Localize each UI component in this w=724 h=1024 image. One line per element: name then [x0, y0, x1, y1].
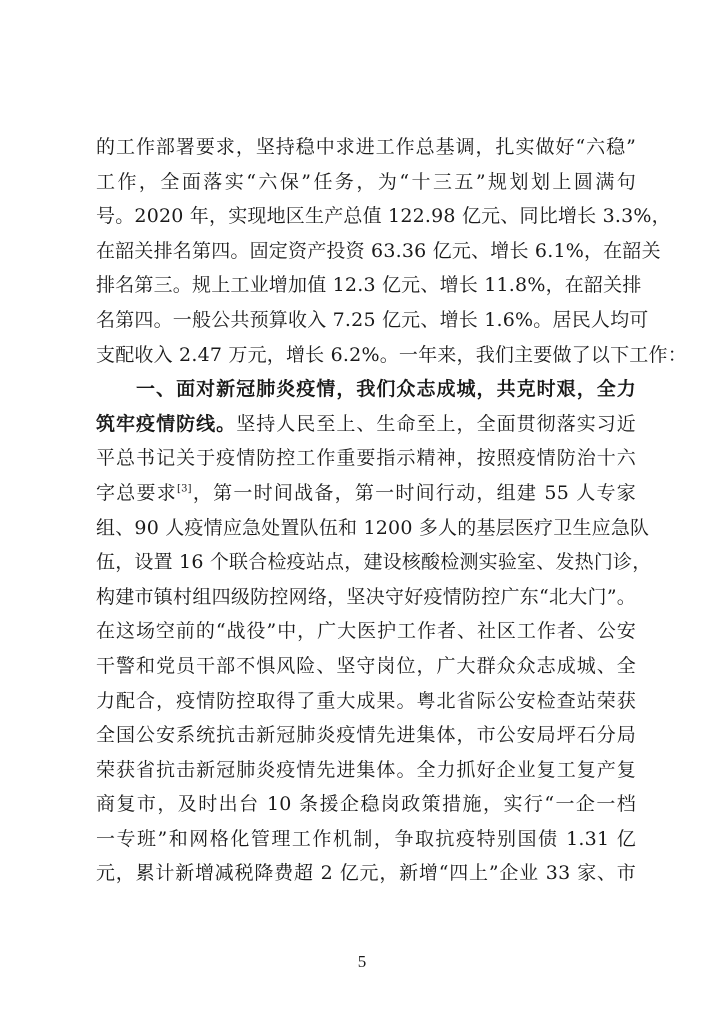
text-line-7 — [96, 338, 687, 373]
text-line-6 — [96, 303, 649, 338]
footnote-reference[interactable]: [3] — [177, 483, 192, 495]
line-text: 平总书记关于疫情防控工作重要指示精神，按照疫情防治十六 — [96, 447, 636, 470]
section-heading-line — [96, 372, 636, 407]
line-text: 全国公安系统抗击新冠肺炎疫情先进集体，市公安局坪石分局 — [96, 724, 636, 747]
text-line-12 — [96, 511, 650, 546]
text-line-19 — [96, 753, 636, 788]
text-line-11 — [96, 476, 636, 511]
line-text: 排名第三。规上工业增加值 12.3 亿元、增长 11.8%，在韶关排 — [96, 274, 642, 297]
line-text: 的工作部署要求，坚持稳中求进工作总基调，扎实做好“六稳” — [96, 136, 636, 158]
text-line-16 — [96, 649, 636, 684]
line-text: ，第一时间战备，第一时间行动，组建 55 人专家 — [191, 481, 636, 504]
text-line-3 — [96, 199, 671, 234]
line-text: 力配合，疫情防控取得了重大成果。粤北省际公安检查站荣获 — [96, 689, 636, 712]
line-text: 一专班”和网格化管理工作机制，争取抗疫特别国债 1.31 亿 — [96, 827, 636, 850]
line-text: 在这场空前的“战役”中，广大医护工作者、社区工作者、公安 — [96, 620, 636, 643]
text-line-1 — [96, 130, 636, 165]
section-heading-continued: 筑牢疫情防线。 — [96, 412, 237, 435]
line-text: 工作，全面落实“六保”任务，为“十三五”规划划上圆满句 — [96, 170, 636, 193]
line-text: 支配收入 2.47 万元，增长 6.2%。一年来，我们主要做了以下工作： — [96, 343, 687, 366]
text-line-15 — [96, 614, 636, 649]
text-line-5 — [96, 268, 642, 303]
line-text: 干警和党员干部不惧风险、坚守岗位，广大群众众志成城、全 — [96, 654, 636, 677]
text-line-17 — [96, 684, 636, 719]
text-line-4 — [96, 234, 661, 269]
line-text: 组、90 人疫情应急处置队伍和 1200 多人的基层医疗卫生应急队 — [96, 516, 650, 539]
line-text: 在韶关排名第四。固定资产投资 63.36 亿元、增长 6.1%，在韶关 — [96, 239, 661, 262]
line-text: 伍，设置 16 个联合检疫站点，建设核酸检测实验室、发热门诊， — [96, 551, 652, 574]
line-text: 构建市镇村组四级防控网络，坚决守好疫情防控广东“北大门”。 — [96, 585, 636, 608]
line-text: 元，累计新增减税降费超 2 亿元，新增“四上”企业 33 家、市 — [96, 862, 636, 885]
line-text: 坚持人民至上、生命至上，全面贯彻落实习近 — [236, 412, 636, 435]
body-text — [96, 130, 687, 891]
line-text: 名第四。一般公共预算收入 7.25 亿元、增长 1.6%。居民人均可 — [96, 308, 649, 331]
text-line-2 — [96, 165, 636, 200]
line-text: 荣获省抗击新冠肺炎疫情先进集体。全力抓好企业复工复产复 — [96, 758, 636, 781]
text-line-22 — [96, 856, 636, 891]
text-line-18 — [96, 718, 636, 753]
text-line-9 — [96, 407, 636, 442]
line-text: 商复市，及时出台 10 条援企稳岗政策措施，实行“一企一档 — [96, 793, 636, 816]
text-line-20 — [96, 787, 636, 822]
text-line-10 — [96, 441, 636, 476]
text-line-13 — [96, 545, 652, 580]
text-line-14 — [96, 580, 636, 615]
section-heading: 一、面对新冠肺炎疫情，我们众志成城，共克时艰，全力 — [136, 378, 636, 401]
page-number: 5 — [357, 952, 367, 971]
line-text: 字总要求 — [96, 481, 178, 504]
line-text: 号。2020 年，实现地区生产总值 122.98 亿元、同比增长 3.3%， — [96, 205, 671, 228]
text-line-21 — [96, 822, 636, 857]
